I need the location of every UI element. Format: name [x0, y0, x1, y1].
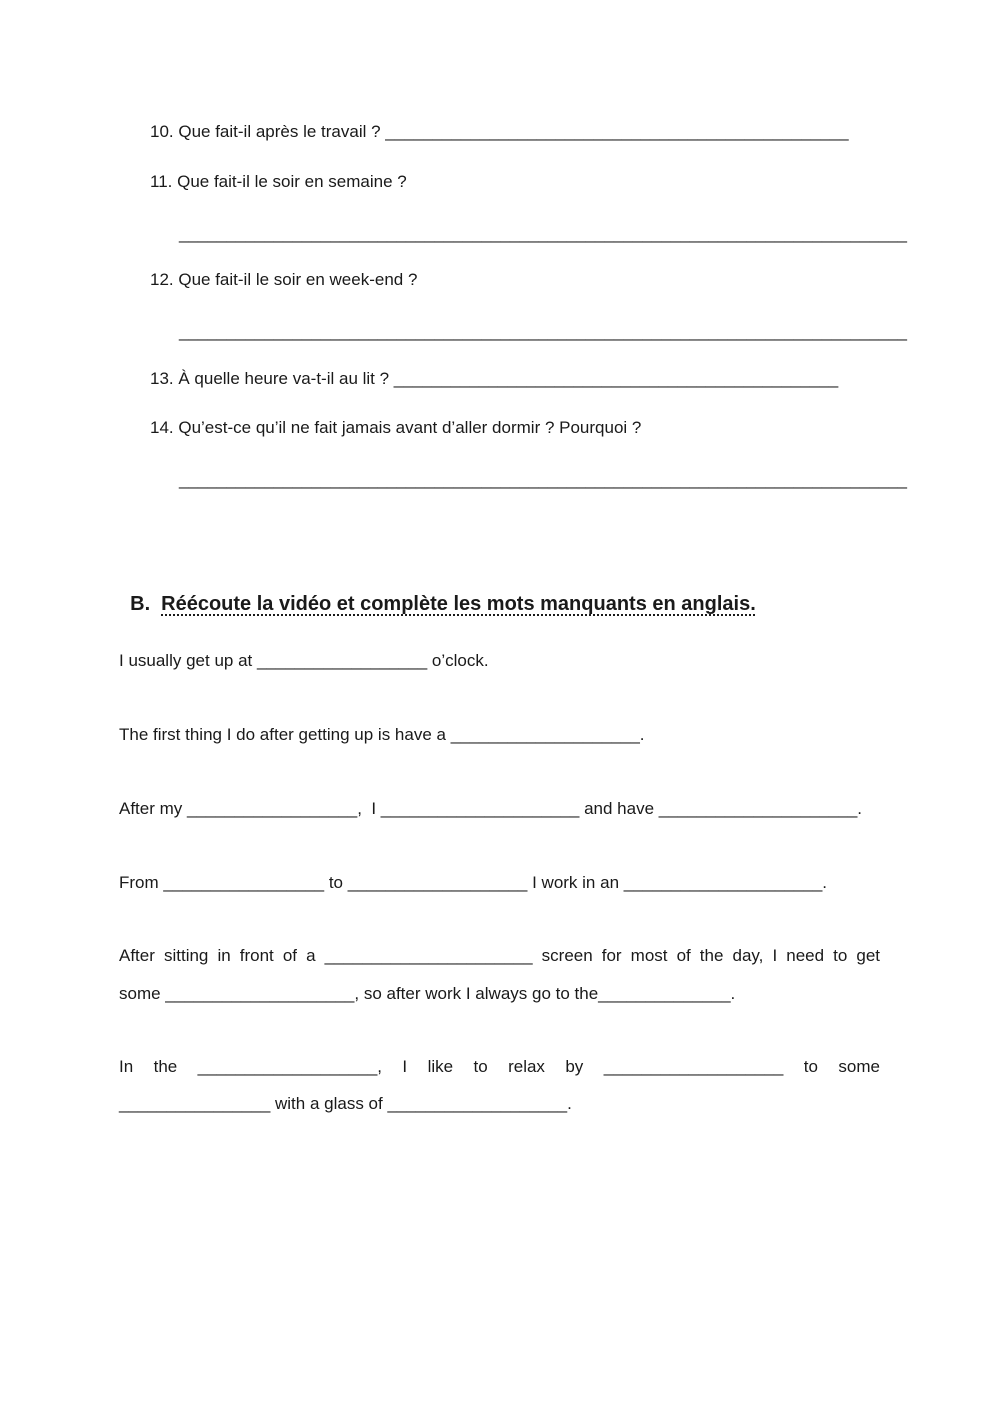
sentence-relax-line2[interactable]: ________________ with a glass of ___________________. — [119, 1094, 572, 1113]
word: to — [473, 1057, 488, 1076]
sentence-after-my[interactable]: After my __________________, I _____________________ and have _____________________. — [119, 799, 863, 818]
sentence-screen-line2[interactable]: some ____________________, so after work I always go to the______________. — [119, 984, 736, 1003]
question-10: 10. Que fait-il après le travail ? _________________________________________________ — [150, 122, 849, 141]
question-13: 13. À quelle heure va-t-il au lit ? _______________________________________________ — [150, 369, 839, 388]
word: I — [402, 1057, 408, 1076]
sentence-relax-line1[interactable] — [119, 1056, 880, 1078]
word: like — [427, 1057, 454, 1076]
sentence-screen-text: After sitting in front of a ______________________ screen for most of the day, I need to get — [119, 946, 880, 965]
section-b-letter: B. — [130, 593, 151, 615]
word: relax — [508, 1057, 545, 1076]
sentence-screen-line1[interactable] — [119, 945, 880, 967]
answer-line-12[interactable]: _____________________________________________________________________________ — [179, 322, 908, 341]
section-b-title: Réécoute la vidéo et complète les mots manquants en anglais. — [161, 593, 756, 615]
sentence-first-thing[interactable]: The first thing I do after getting up is have a ____________________. — [119, 725, 645, 744]
sentence-work-hours[interactable]: From _________________ to ___________________ I work in an _____________________. — [119, 873, 828, 892]
question-14: 14. Qu’est-ce qu’il ne fait jamais avant d’aller dormir ? Pourquoi ? — [150, 418, 642, 437]
section-b-heading — [119, 565, 756, 617]
word: by — [565, 1057, 584, 1076]
word: In — [119, 1057, 134, 1076]
answer-line-11[interactable]: _____________________________________________________________________________ — [179, 224, 908, 243]
word: to — [803, 1057, 818, 1076]
blank-word[interactable]: ___________________ — [603, 1057, 784, 1076]
question-12: 12. Que fait-il le soir en week-end ? — [150, 270, 418, 289]
word: some — [838, 1057, 880, 1076]
word: the — [153, 1057, 178, 1076]
question-11: 11. Que fait-il le soir en semaine ? — [150, 172, 407, 191]
answer-line-14[interactable]: _____________________________________________________________________________ — [179, 470, 908, 489]
sentence-get-up[interactable]: I usually get up at __________________ o’clock. — [119, 651, 489, 670]
blank-word[interactable]: ___________________, — [197, 1057, 383, 1076]
